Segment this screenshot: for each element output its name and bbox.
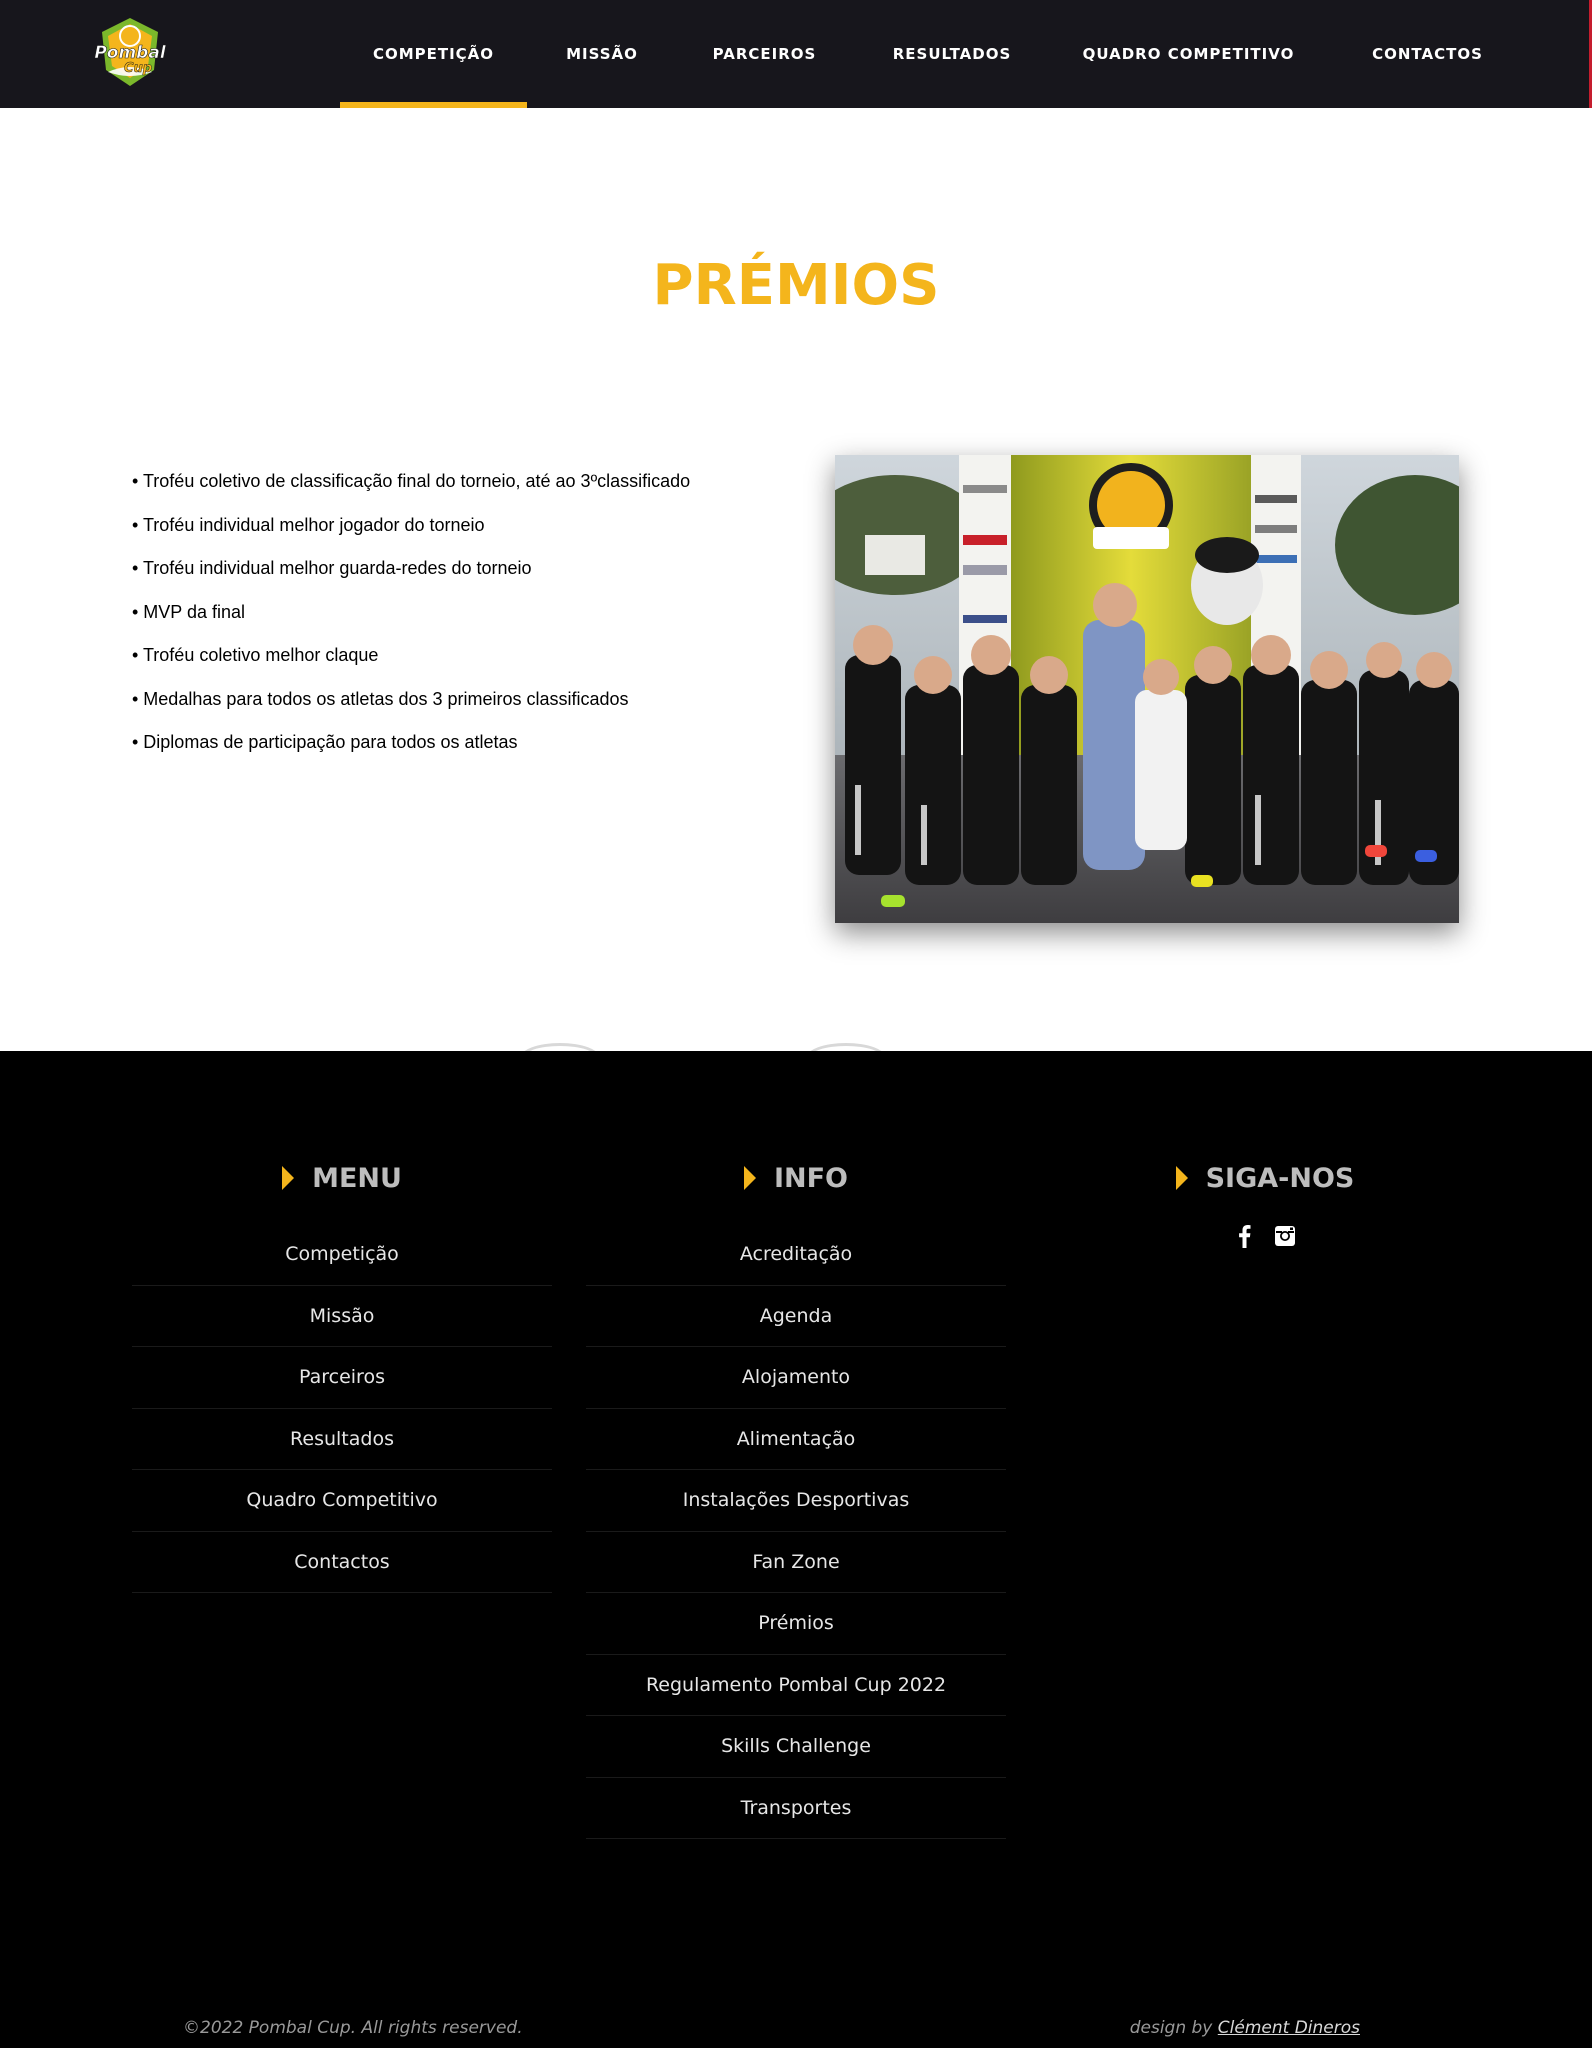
list-item: • Troféu coletivo de classificação final do torneio, até ao 3ºclassificado — [132, 471, 691, 491]
list-item — [132, 1409, 552, 1471]
list-item — [586, 1347, 1006, 1409]
team-photo-illustration — [835, 455, 1459, 923]
copyright-text: ©2022 Pombal Cup. All rights reserved. — [183, 2018, 523, 2038]
list-item: • Troféu individual melhor guarda-redes do torneio — [132, 558, 532, 578]
list-item — [586, 1778, 1006, 1840]
nav-missao[interactable]: MISSÃO — [566, 45, 638, 63]
list-item — [132, 1470, 552, 1532]
footer-link-resultados[interactable]: Resultados — [290, 1427, 394, 1450]
footer-menu-column — [132, 1158, 552, 1593]
logo-graphic — [92, 14, 168, 90]
caret-right-icon — [1176, 1166, 1188, 1190]
prize-list — [132, 470, 690, 775]
footer-link-competicao[interactable]: Competição — [285, 1243, 399, 1266]
footer-social-title: SIGA-NOS — [1205, 1162, 1355, 1194]
main-nav — [340, 0, 1530, 108]
footer-info-title: INFO — [773, 1162, 849, 1194]
nav-resultados[interactable]: RESULTADOS — [892, 45, 1012, 63]
nav-competicao[interactable]: COMPETIÇÃO — [340, 0, 527, 108]
nav-quadro-competitivo[interactable]: QUADRO COMPETITIVO — [1082, 45, 1295, 63]
instagram-icon[interactable] — [1274, 1224, 1296, 1248]
footer-link-instalacoes[interactable]: Instalações Desportivas — [682, 1489, 910, 1512]
list-item: • Troféu individual melhor jogador do torneio — [132, 514, 485, 535]
caret-right-icon — [744, 1166, 756, 1190]
site-header — [0, 0, 1592, 108]
list-item — [586, 1286, 1006, 1348]
facebook-icon[interactable] — [1234, 1224, 1256, 1248]
footer-menu-title: MENU — [312, 1162, 402, 1194]
caret-right-icon — [282, 1166, 294, 1190]
site-footer — [0, 1051, 1592, 2048]
footer-link-parceiros[interactable]: Parceiros — [299, 1366, 385, 1389]
footer-info-links — [586, 1224, 1006, 1839]
credit-prefix: design by — [1129, 2018, 1213, 2038]
footer-link-missao[interactable]: Missão — [309, 1304, 375, 1327]
decorative-wave — [520, 1043, 600, 1051]
logo-text-bottom: Cup — [123, 61, 153, 76]
footer-link-skills-challenge[interactable]: Skills Challenge — [721, 1735, 871, 1758]
list-item: • Diplomas de participação para todos os atletas — [132, 732, 518, 752]
footer-info-heading — [586, 1158, 1006, 1198]
footer-info-column — [586, 1158, 1006, 1839]
main-content — [0, 108, 1592, 1051]
footer-link-quadro-competitivo[interactable]: Quadro Competitivo — [246, 1489, 438, 1512]
list-item — [586, 1716, 1006, 1778]
list-item: • MVP da final — [132, 601, 246, 622]
list-item — [586, 1532, 1006, 1594]
footer-menu-links — [132, 1224, 552, 1593]
footer-social-heading — [1055, 1158, 1475, 1198]
footer-link-acreditacao[interactable]: Acreditação — [739, 1243, 853, 1266]
footer-link-regulamento[interactable]: Regulamento Pombal Cup 2022 — [645, 1673, 947, 1696]
list-item — [586, 1470, 1006, 1532]
list-item — [586, 1224, 1006, 1286]
list-item — [132, 1532, 552, 1594]
footer-link-alojamento[interactable]: Alojamento — [741, 1366, 851, 1389]
design-credit — [1130, 2018, 1360, 2038]
footer-link-alimentacao[interactable]: Alimentação — [736, 1427, 856, 1450]
footer-link-agenda[interactable]: Agenda — [759, 1304, 833, 1327]
list-item — [586, 1655, 1006, 1717]
decorative-wave — [806, 1043, 886, 1051]
team-photo — [835, 455, 1459, 923]
footer-menu-heading — [132, 1158, 552, 1198]
footer-social-column — [1055, 1158, 1475, 1248]
list-item — [132, 1224, 552, 1286]
list-item — [132, 1347, 552, 1409]
footer-link-transportes[interactable]: Transportes — [740, 1796, 852, 1819]
page-title: PRÉMIOS — [652, 253, 940, 318]
pombal-cup-logo[interactable] — [92, 14, 168, 90]
logo-text-top: Pombal — [94, 43, 166, 63]
list-item — [132, 1286, 552, 1348]
list-item: • Troféu coletivo melhor claque — [132, 645, 379, 665]
footer-link-contactos[interactable]: Contactos — [294, 1550, 390, 1573]
nav-contactos[interactable]: CONTACTOS — [1372, 45, 1483, 63]
social-icons — [1055, 1224, 1475, 1248]
designer-link[interactable]: Clément Dineros — [1217, 2018, 1360, 2038]
list-item — [586, 1593, 1006, 1655]
nav-parceiros[interactable]: PARCEIROS — [712, 45, 817, 63]
list-item: • Medalhas para todos os atletas dos 3 primeiros classificados — [132, 688, 629, 709]
footer-link-premios[interactable]: Prémios — [758, 1612, 834, 1635]
list-item — [586, 1409, 1006, 1471]
footer-link-fan-zone[interactable]: Fan Zone — [752, 1550, 840, 1573]
